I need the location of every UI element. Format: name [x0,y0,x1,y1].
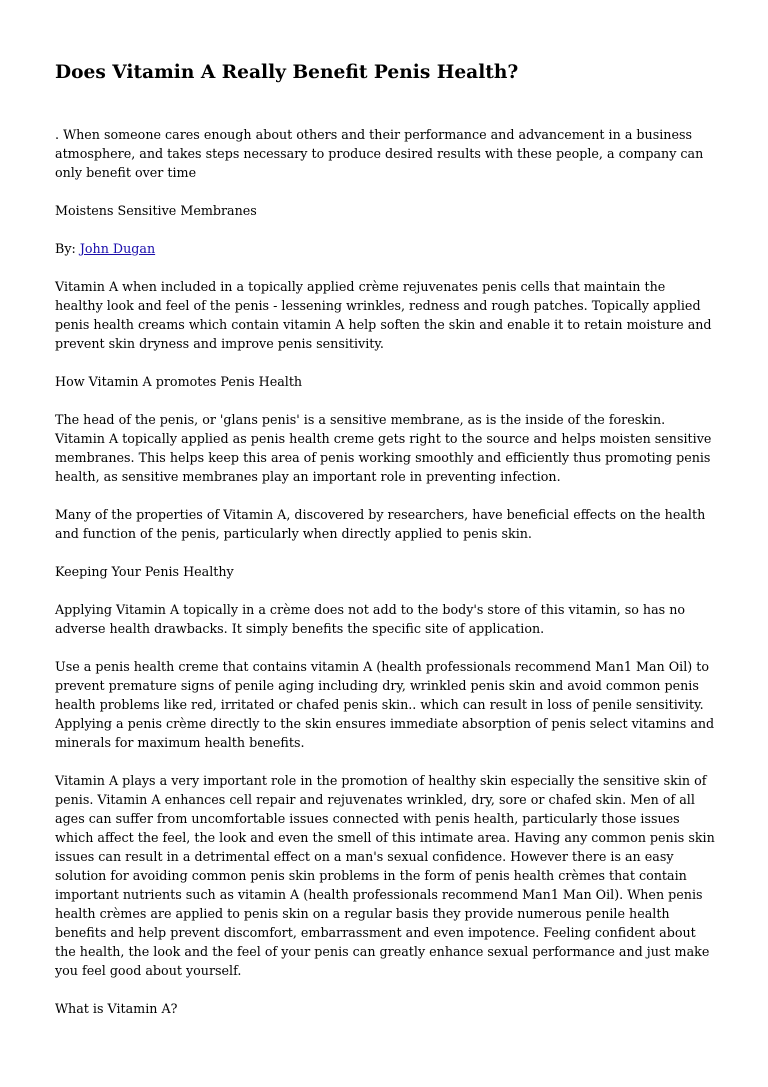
section-heading-how-vitamin-a: How Vitamin A promotes Penis Health [55,374,303,389]
intro-paragraph: . When someone cares enough about others and their performance and advancement in a business atmosphere, and takes steps necessary to produce desired results with these people, a company can only benefit over time [55,127,704,180]
body-paragraph-5: Use a penis health creme that contains vitamin A (health professionals recommend Man1 Man Oil) to prevent premature signs of penile aging including dry, wrinkled penis skin and avoid common penis health problems like red, irritated or chafed penis skin.. which can result in loss of penile sensitivity. Applying a penis crème directly to the skin ensures immediate absorption of penis select vitamins and minerals for maximum health benefits. [55,659,715,750]
body-paragraph-2: The head of the penis, or 'glans penis' is a sensitive membrane, as is the inside of the foreskin. Vitamin A topically applied as penis health creme gets right to the source and helps moisten sensitive membranes. This helps keep this area of penis working smoothly and efficiently thus promoting penis health, as sensitive membranes play an important role in preventing infection. [55,412,712,484]
article-title: Does Vitamin A Really Benefit Penis Health? [55,62,519,83]
body-paragraph-3: Many of the properties of Vitamin A, discovered by researchers, have beneficial effects on the health and function of the penis, particularly when directly applied to penis skin. [55,507,706,541]
section-heading-keeping-healthy: Keeping Your Penis Healthy [55,564,234,579]
section-heading-what-is-vitamin-a: What is Vitamin A? [55,1001,178,1016]
author-link[interactable]: John Dugan [79,241,156,256]
body-paragraph-1: Vitamin A when included in a topically applied crème rejuvenates penis cells that maintain the healthy look and feel of the penis - lessening wrinkles, redness and rough patches. Topically applied penis health creams which contain vitamin A help soften the skin and enable it to retain moisture and prevent skin dryness and improve penis sensitivity. [55,279,712,351]
byline [55,239,715,258]
body-paragraph-6: Vitamin A plays a very important role in the promotion of healthy skin especially the sensitive skin of penis. Vitamin A enhances cell repair and rejuvenates wrinkled, dry, sore or chafed skin. Men of all ages can suffer from uncomfortable issues connected with penis health, particularly those issues which affect the feel, the look and even the smell of this intimate area. Having any common penis skin issues can result in a detrimental effect on a man's sexual confidence. However there is an easy solution for avoiding common penis skin problems in the form of penis health crèmes that contain important nutrients such as vitamin A (health professionals recommend Man1 Man Oil). When penis health crèmes are applied to penis skin on a regular basis they provide numerous penile health benefits and help prevent discomfort, embarrassment and even impotence. Feeling confident about the health, the look and the feel of your penis can greatly enhance sexual performance and just make you feel good about yourself. [55,773,715,978]
body-paragraph-4: Applying Vitamin A topically in a crème does not add to the body's store of this vitamin, so has no adverse health drawbacks. It simply benefits the specific site of application. [55,602,686,636]
subtitle: Moistens Sensitive Membranes [55,203,257,218]
document-page [55,60,715,1037]
byline-prefix: By: [55,241,80,256]
